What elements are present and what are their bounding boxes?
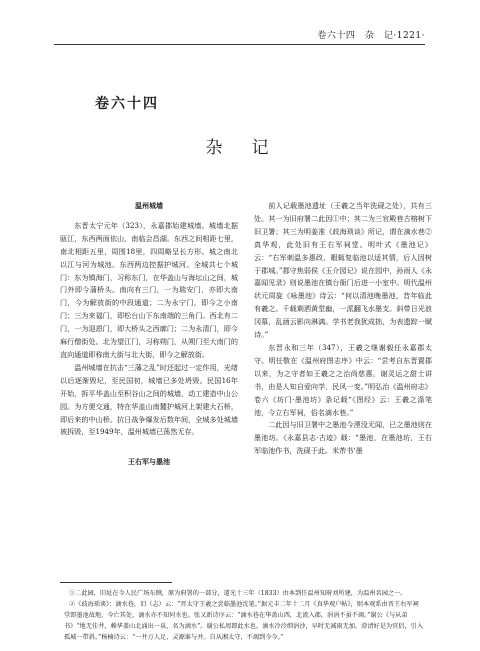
paragraph: 前人记载墨池遗址（王羲之当年洗砚之处），共有三处。其一为旧府署二此因①中；其二为三官殿巷古榕树下旧卫署；其三为明姜准《歧海琐谈》所记，谓在滴水巷②真华观，此处旧有王右军祠堂。明叶式《墨池记》云：“右军刺温多惠政，暇辄复临池以适其情，后人因树于郡城。”郡守焦弱侯《玉介园记》说在园中，孙雨人《永嘉闻见录》则说墨池在镇台衙门后进一小室中。明代温州状元周旋《咏墨池》诗云：“何以清池晚墨池，昔年临此有羲之。千载剩洒黄堂幽，一派翻飞水墨支。斜带日光浪冈慕，乱涵云影向淋漓。学书老我犹成拙，为表遗踪一赋诗。”: [254, 201, 432, 340]
footnote-rule: [60, 582, 172, 583]
header-rule: [54, 44, 425, 45]
chapter-title: 卷六十四: [95, 96, 159, 112]
paragraph: 二此因与旧卫署中之墨池今湮没无闻，已之墨池则在墨池坊。《永嘉县志·古迹》载：“墨池，在墨池坊，王右军临池作书，洗砚于此。米芾书‘墨: [254, 420, 432, 456]
section-title: 杂 记: [205, 138, 275, 158]
subheading-city-wall: 温州城墙: [135, 202, 163, 210]
subheading-ink-pool: 王右军与墨池: [128, 458, 170, 467]
running-head: 卷六十四 杂 记·1221·: [317, 31, 425, 41]
right-column: [254, 200, 432, 458]
footnotes: [64, 588, 424, 643]
paragraph: 东晋太宁元年（323），永嘉郡始建城墙。城墙北据瓯江，东西两面依山，南临会昌湖。东西之间相距七里，南北相距五里，周围18里，四周略呈长方形。城之南北以江与河为城池。东西两边控据护城河。全城共七个城门：东为镇海门，习称东门，在华盖山与海坛山之间，城门外即今蒲桥头。南向有三门，一为瑞安门，亦即大南门，今为解放街的中段通道；二为永宁门，即今之小南门；三为来福门，即松台山下东南端的三角门。西北有二门，一为迎恩门，即大桥头之西廓门；二为永清门，即今麻行僧街处。北为望江门，习称朔门，从朔门至大南门的直向通道即称南大街与北大街，即今之解放街。: [60, 220, 238, 359]
left-column: [60, 200, 238, 469]
paragraph: 东晋永和三年（347），王羲之继谢毅任永嘉郡太守。明任敬在《温州府图志序》中云：“尝考自东晋置郡以来，为之守者如王羲之之治尚慈惠，谢灵运之甜士讲书，由是人知自爱向学，民风一变。”明弘治《温州府志》卷六《坊门·墨池坊》条记载“《图经》云：王羲之涤笔池，今立右军祠，俗名滴水巷。”: [254, 342, 432, 417]
paragraph: 温州城墙在抗击“三藩之乱”时还起过一定作用，光绪以后逐渐毁圮，至民国初，城墙已多处坍毁。民国16年开始，拆平华盖山至积谷山之间的城墙，动工建造中山公园。为方便交通，特在华盖山南麓护城河上架建大石桥，即后来的中山桥。抗日战争爆发后数年间，全城多处城墙被拆毁，至1949年，温州城墙已荡然无存。: [60, 362, 238, 437]
footnote: ②《歧海琐谈》：滴水巷，旧（志）云：“晋太守王羲之尝临墨池沈笔。”据元丰二年十二月《真华观户帖》，则本观系由晋王右军祠堂即墨池故地，今亡其处，滴水亦不知何水也。张又新诗序云：“滴水巷在华盖山西，北流入郡，涓涓不虽不竭。”谢公《与从弟书》“地无佳井，赖华盖山北涌出一泉，名为滴水”。谢公私周即此水也。滴水冷泠细涓沙，早时无减雨无加。澄清好是为官侣，引入孤城一带斜。”杨楠诗云：“一井万人足，灵源谁与并。自从湘太守，不竭到今今。”: [64, 601, 424, 641]
footnote: ①二此园，旧址在今人民广场东侧，原为府署的一部分，道光十三年（1833）由本到任温州知府刘所建，为温州名园之一。: [68, 590, 407, 597]
